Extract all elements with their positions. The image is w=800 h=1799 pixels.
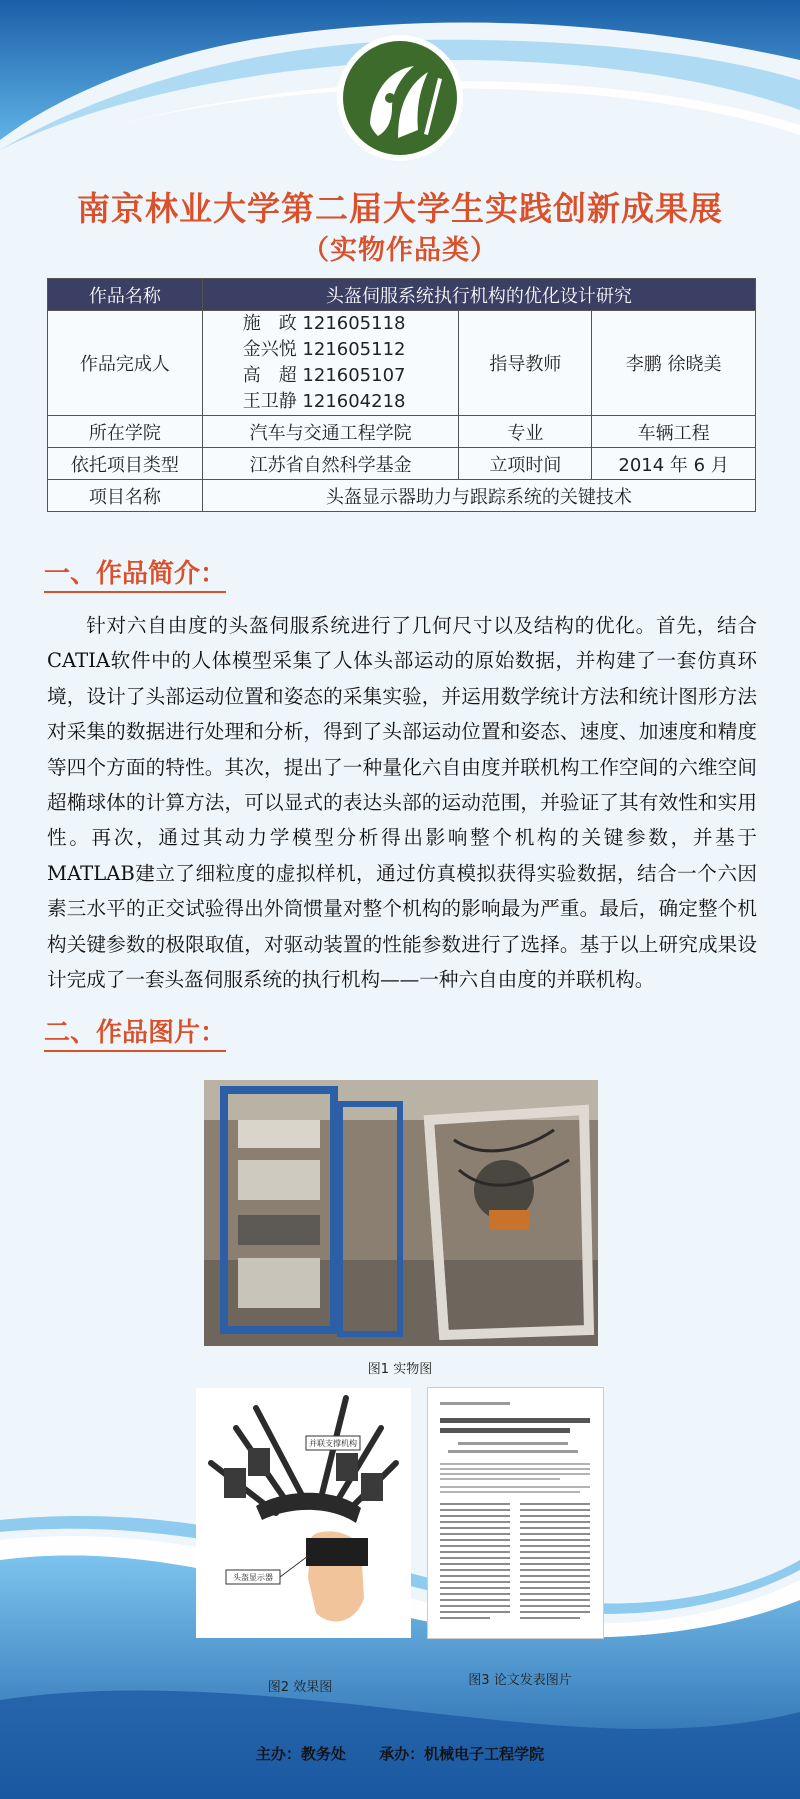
fig2-label-bottom: 头盔显示器 xyxy=(233,1573,273,1582)
project-type-value: 江苏省自然科学基金 xyxy=(202,448,459,480)
completer-item: 高 超 121605107 xyxy=(242,365,406,386)
project-type-label: 依托项目类型 xyxy=(48,448,203,480)
poster-title: 南京林业大学第二届大学生实践创新成果展 xyxy=(77,189,723,228)
advisor-value: 李鹏 徐晓美 xyxy=(592,311,756,416)
table-row xyxy=(48,416,756,448)
figure3-caption: 图3 论文发表图片 xyxy=(468,1673,572,1688)
figure1-photo xyxy=(204,1080,598,1346)
college-value: 汽车与交通工程学院 xyxy=(202,416,459,448)
major-label: 专业 xyxy=(459,416,592,448)
mechanism-render-image xyxy=(196,1388,411,1638)
completers-label: 作品完成人 xyxy=(48,311,203,416)
project-name-label: 项目名称 xyxy=(48,480,203,512)
host-text: 主办：教务处 xyxy=(255,1745,346,1763)
footer xyxy=(0,1743,800,1764)
table-row xyxy=(48,480,756,512)
start-date-value: 2014 年 6 月 xyxy=(592,448,756,480)
advisor-label: 指导教师 xyxy=(459,311,592,416)
work-name-label: 作品名称 xyxy=(48,279,203,311)
tree-emblem-icon xyxy=(340,38,460,158)
paper-page-image xyxy=(428,1388,603,1638)
pictures-heading-text: 二、作品图片： xyxy=(44,1018,226,1052)
fig2-label-top: 并联支撑机构 xyxy=(309,1439,357,1448)
work-name-value: 头盔伺服系统执行机构的优化设计研究 xyxy=(202,279,755,311)
university-logo xyxy=(340,38,460,158)
lab-equipment-image xyxy=(204,1080,598,1346)
major-value: 车辆工程 xyxy=(592,416,756,448)
intro-paragraph: 针对六自由度的头盔伺服系统进行了几何尺寸以及结构的优化。首先，结合CATIA软件中的人体模型采集了人体头部运动的原始数据，并构建了一套仿真环境，设计了头部运动位置和姿态的采集实验，并运用数学统计方法和统计图形方法对采集的数据进行处理和分析，得到了头部运动位置和姿态、速度、加速度和精度等四个方面的特性。其次，提出了一种量化六自由度并联机构工作空间的六维空间超椭球体的计算方法，可以显式的表达头部的运动范围，并验证了其有效性和实用性。再次，通过其动力学模型分析得出影响整个机构的关键参数，并基于MATLAB建立了细粒度的虚拟样机，通过仿真模拟获得实验数据，结合一个六因素三水平的正交试验得出外筒惯量对整个机构的影响最为严重。最后，确定整个机构关键参数的极限取值，对驱动装置的性能参数进行了选择。基于以上研究成果设计完成了一套头盔伺服系统的执行机构——一种六自由度的并联机构。 xyxy=(47,614,757,992)
project-info-table xyxy=(47,278,756,512)
intro-heading-text: 一、作品简介： xyxy=(44,559,226,593)
pictures-heading xyxy=(44,1012,226,1049)
organizer-text: 承办：机械电子工程学院 xyxy=(379,1745,545,1763)
completer-item: 施 政 121605118 xyxy=(242,313,406,334)
table-row xyxy=(48,448,756,480)
figure1-caption: 图1 实物图 xyxy=(367,1362,433,1377)
college-label: 所在学院 xyxy=(48,416,203,448)
table-row xyxy=(48,311,756,416)
figure2-caption: 图2 效果图 xyxy=(267,1680,333,1695)
table-row xyxy=(48,279,756,311)
figure3-paper xyxy=(428,1388,603,1638)
poster-subtitle: （实物作品类） xyxy=(302,235,498,266)
completer-item: 王卫静 121604218 xyxy=(242,391,406,412)
project-name-value: 头盔显示器助力与跟踪系统的关键技术 xyxy=(202,480,755,512)
completers-list xyxy=(202,311,459,416)
figure2-render xyxy=(196,1388,411,1638)
start-date-label: 立项时间 xyxy=(459,448,592,480)
completer-item: 金兴悦 121605112 xyxy=(242,339,406,360)
intro-heading xyxy=(44,553,226,590)
